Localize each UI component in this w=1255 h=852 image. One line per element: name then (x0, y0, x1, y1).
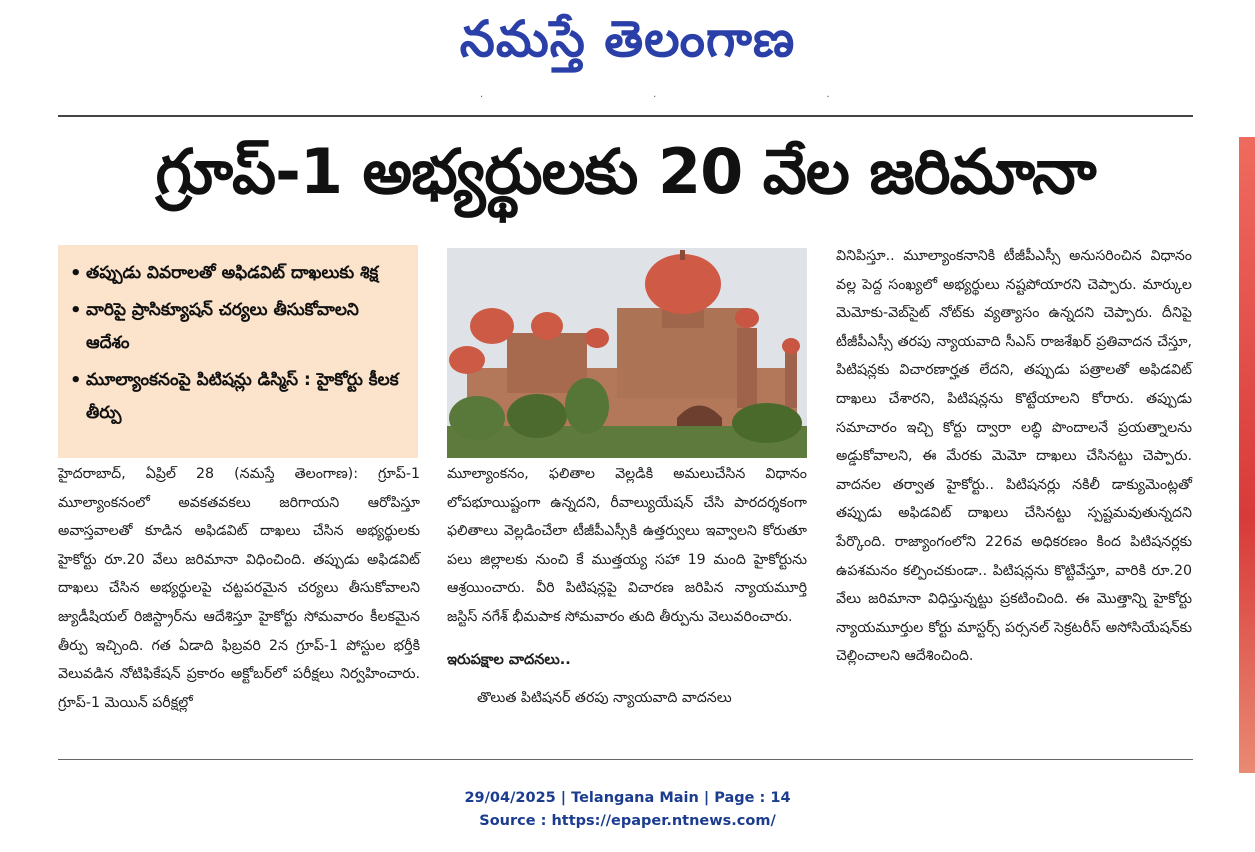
bullet-icon: • (70, 370, 82, 391)
article-paragraph: హైదరాబాద్, ఏప్రిల్ 28 (నమస్తే తెలంగాణ): గ్రూప్-1 మూల్యాంకనంలో అవకతవకలు జరిగాయని ఆరోపిస్తూ అవాస్తవాలతో కూడిన అఫిడవిట్ దాఖలు చేసిన అభ్యర్థులకు హైకోర్టు రూ.20 వేలు జరిమానా విధించింది. తప్పుడు అఫిడవిట్ దాఖలు చేసిన అభ్యర్థులపై చట్టపరమైన చర్యలు తీసుకోవాలని జ్యుడీషియల్ రిజిస్ట్రార్‌ను ఆదేశిస్తూ హైకోర్టు సోమవారం కీలకమైన తీర్పు ఇచ్చింది. గత ఏడాది ఫిబ్రవరి 2న గ్రూప్-1 పోస్టుల భర్తీకి వెలువడిన నోటిఫికేషన్ ప్రకారం అక్టోబర్‌లో పరీక్షలు నిర్వహించారు. గ్రూప్-1 మెయిన్ పరీక్షల్లో (58, 466, 420, 711)
highlight-item: • వారిపై ప్రాసిక్యూషన్ చర్యలు తీసుకోవాలని ఆదేశం (86, 294, 404, 360)
newspaper-masthead: నమస్తే తెలంగాణ (459, 10, 796, 68)
high-court-photo (447, 248, 807, 458)
article-column-middle (447, 460, 807, 713)
high-court-illustration (447, 248, 807, 458)
bottom-rule (58, 759, 1193, 760)
article-paragraph: మూల్యాంకనం, ఫలితాల వెల్లడికి అమలుచేసిన విధానం లోపభూయిష్టంగా ఉన్నదని, రీవాల్యుయేషన్ చేసి పారదర్శకంగా ఫలితాలు వెల్లడించేలా టీజీపీఎస్సీకి ఉత్తర్వులు ఇవ్వాలని కోరుతూ పలు జిల్లాలకు నుంచి కే ముత్తయ్య సహా 19 మంది హైకోర్టును ఆశ్రయించారు. వీరి పిటిషన్లపై విచారణ జరిపిన న్యాయమూర్తి జస్టిస్ నగేశ్ భీమపాక సోమవారం తుది తీర్పును వెలువరించారు. (447, 466, 807, 625)
article-column-right (836, 242, 1192, 671)
article-subheading: ఇరుపక్షాల వాదనలు.. (447, 651, 571, 668)
bullet-icon: • (70, 263, 82, 284)
article-column-left (58, 460, 420, 717)
side-advertisement-strip (1239, 137, 1255, 773)
highlights-box (58, 245, 418, 458)
bullet-icon: • (70, 300, 82, 321)
highlight-item: • తప్పుడు వివరాలతో అఫిడవిట్ దాఖలుకు శిక్ష (86, 257, 404, 290)
article-paragraph: తొలుత పిటిషనర్ తరపు న్యాయవాది వాదనలు (477, 690, 732, 707)
article-headline: గ్రూప్-1 అభ్యర్థులకు 20 వేల జరిమానా (155, 135, 1096, 208)
masthead-dots: ··· (480, 92, 1000, 103)
top-rule (58, 115, 1193, 117)
footer-source-link[interactable]: Source : https://epaper.ntnews.com/ (479, 813, 776, 829)
footer-date-page: 29/04/2025 | Telangana Main | Page : 14 (464, 790, 791, 806)
highlight-item: • మూల్యాంకనంపై పిటిషన్లు డిస్మిస్ : హైకోర్టు కీలక తీర్పు (86, 364, 404, 430)
article-paragraph: వినిపిస్తూ.. మూల్యాంకనానికి టీజీపీఎస్సీ అనుసరించిన విధానం వల్ల పెద్ద సంఖ్యలో అభ్యర్థులు నష్టపోయారని చెప్పారు. మార్కుల మెమోకు-వెబ్‌సైట్ నోట్‌కు వ్యత్యాసం ఉన్నదని చెప్పారు. దీనిపై టీజీపీఎస్సీ తరపు న్యాయవాది సీఎస్ రాజశేఖర్ ప్రతివాదన చేస్తూ, పిటిషన్లకు విచారణార్హత లేదని, తప్పుడు పత్రాలతో అఫిడవిట్ దాఖలు చేశారని, పిటిషన్లను కొట్టేయాలని కోరారు. తప్పుడు సమాచారం ఇచ్చి కోర్టు ద్వారా లబ్ధి పొందాలనే ప్రయత్నాలను అడ్డుకోవాలని, ఈ మేరకు మెమో దాఖలు చేసినట్టు చెప్పారు. వాదనల తర్వాత హైకోర్టు.. పిటిషనర్లు నకిలీ డాక్యుమెంట్లతో తప్పుడు అఫిడవిట్ దాఖలు చేసినట్టు స్పష్టమవుతున్నదని పేర్కొంది. రాజ్యాంగంలోని 226వ అధికరణం కింద పిటిషనర్లకు ఉపశమనం కల్పించకుండా.. పిటిషన్లను కొట్టివేస్తూ, వారికి రూ.20 వేలు జరిమానా విధిస్తున్నట్టు ప్రకటించింది. ఈ మొత్తాన్ని హైకోర్టు న్యాయమూర్తుల కోర్టు మాస్టర్స్ పర్సనల్ సెక్రటరీస్ అసోసియేషన్‌కు చెల్లించాలని ఆదేశించింది. (836, 248, 1192, 665)
